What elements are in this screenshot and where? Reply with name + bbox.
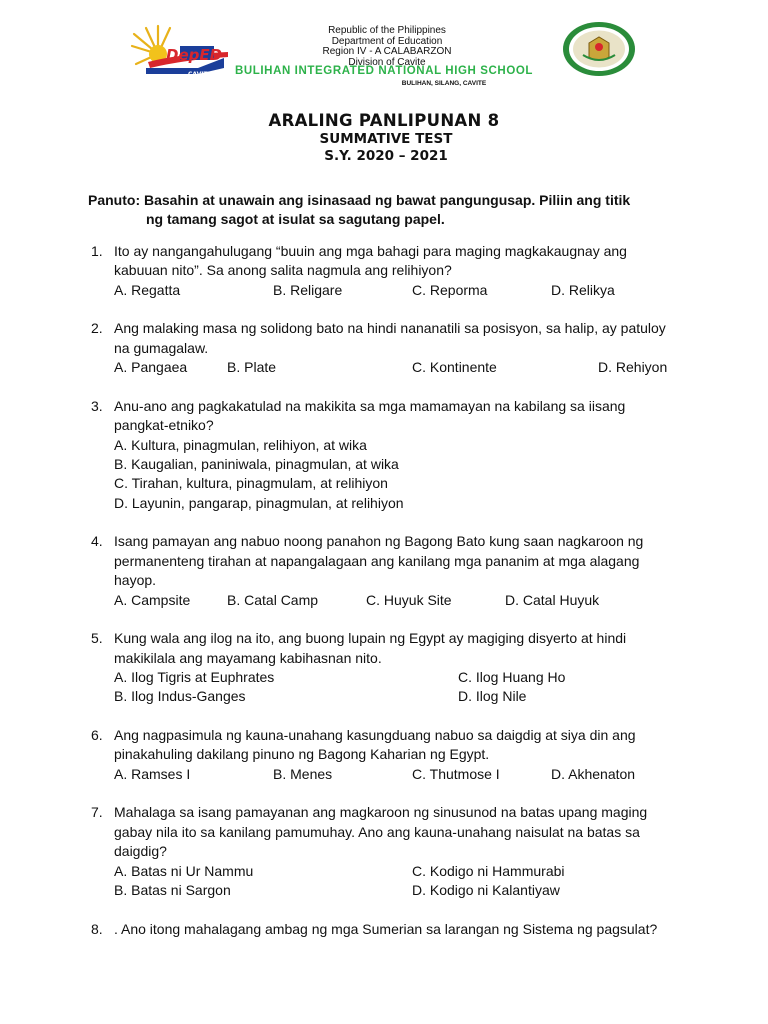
question-stem-line: Kung wala ang ilog na ito, ang buong lupain ng Egypt ay magiging disyerto at hindi: [114, 630, 627, 647]
question-stem-line: gabay nila ito sa kanilang pamumuhay. Ano ang kauna-unahang naisulat na batas sa: [114, 823, 640, 840]
option-b: B. Kaugalian, paniniwala, pinagmulan, at wika: [114, 456, 399, 472]
question-stem-line: Ito ay nangangahulugang “buuin ang mga bahagi para maging magkakaugnay ang: [114, 243, 627, 259]
options-row: [114, 281, 748, 300]
option-d: D. Kodigo ni Kalantiyaw: [412, 881, 560, 898]
question-stem-line: na gumagalaw.: [114, 339, 209, 356]
agency-line: Department of Education: [331, 35, 443, 47]
options-row: [114, 668, 748, 687]
option-a: A. Ilog Tigris at Euphrates: [114, 669, 275, 686]
option-a: A. Kultura, pinagmulan, relihiyon, at wika: [114, 436, 367, 453]
option-b: B. Religare: [273, 281, 343, 298]
question-number: 4.: [91, 533, 103, 550]
option-d: D. Layunin, pangarap, pinagmulan, at relihiyon: [114, 494, 404, 511]
option-d: D. Ilog Nile: [458, 688, 527, 705]
question-stem-line: pinakahuling dakilang pinuno ng Bagong Kaharian ng Egypt.: [114, 746, 490, 763]
question-stem-line: daigdig?: [114, 843, 167, 860]
question-number: 8.: [91, 920, 103, 937]
question-stem-line: Ang malaking masa ng solidong bato na hindi nananatili sa posisyon, sa halip, ay patuloy: [114, 320, 666, 337]
instructions-line: ng tamang sagot at isulat sa sagutang papel.: [146, 211, 445, 227]
question-4: [88, 532, 748, 610]
option-b: B. Ilog Indus-Ganges: [114, 688, 246, 705]
letterhead: [0, 18, 768, 108]
options-row: [114, 765, 748, 784]
agency-line: Division of Cavite: [348, 56, 426, 68]
option-a: A. Regatta: [114, 281, 181, 298]
question-stem-line: permanenteng tirahan at napangalagaan ang kanilang mga pananim at mga alagang: [114, 552, 640, 569]
instructions: [88, 191, 708, 229]
question-stem-line: kabuuan nito”. Sa anong salita nagmula ang relihiyon?: [114, 262, 452, 279]
question-7: [88, 803, 748, 900]
title-block: [0, 111, 768, 165]
question-stem-line: Mahalaga sa isang pamayanan ang magkaroon ng sinusunod na batas upang maging: [114, 804, 648, 821]
question-stem-line: Anu-ano ang pagkakatulad na makikita sa mga mamamayan na kabilang sa iisang: [114, 397, 626, 414]
question-number: 2.: [91, 320, 103, 337]
option-b: B. Plate: [227, 359, 277, 376]
option-c: C. Reporma: [412, 281, 488, 298]
question-3: [88, 397, 748, 513]
question-number: 5.: [91, 630, 103, 647]
options-row: [114, 881, 748, 900]
svg-text:CAVITE: CAVITE: [188, 71, 212, 78]
instructions-line: Panuto: Basahin at unawain ang isinasaad ng bawat pangungusap. Piliin ang titik: [88, 192, 631, 208]
option-b: B. Catal Camp: [227, 591, 319, 608]
question-stem-line: makikilala ang mayamang kabihasnan nito.: [114, 649, 382, 666]
question-6: [88, 726, 748, 784]
question-2: [88, 319, 748, 377]
options-row: [114, 687, 748, 706]
school-year: S.Y. 2020 – 2021: [324, 148, 448, 164]
question-stem-line: pangkat-etniko?: [114, 417, 214, 434]
school-name: BULIHAN INTEGRATED NATIONAL HIGH SCHOOL: [234, 65, 534, 77]
option-c: C. Huyuk Site: [366, 591, 452, 608]
option-a: A. Pangaea: [114, 359, 188, 376]
question-stem-line: hayop.: [114, 572, 157, 589]
option-c: C. Thutmose I: [412, 765, 500, 782]
subject-title: ARALING PANLIPUNAN 8: [268, 111, 500, 130]
agency-line: Region IV - A CALABARZON: [322, 46, 452, 57]
question-number: 3.: [91, 397, 103, 414]
option-c: C. Kodigo ni Hammurabi: [412, 862, 565, 879]
agency-line: Republic of the Philippines: [328, 25, 446, 36]
options-row: [114, 862, 748, 881]
option-a: A. Ramses I: [114, 765, 191, 782]
option-d: D. Rehiyon: [598, 359, 668, 376]
question-number: 7.: [91, 804, 103, 821]
option-d: D. Akhenaton: [551, 765, 636, 782]
option-b: B. Batas ni Sargon: [114, 881, 231, 898]
option-c: C. Ilog Huang Ho: [458, 669, 566, 686]
question-list: [88, 242, 748, 958]
options-row: [114, 358, 748, 377]
question-stem-line: Ang nagpasimula ng kauna-unahang kasungduang nabuo sa daigdig at siya din ang: [114, 726, 636, 743]
svg-text:DepED: DepED: [166, 46, 223, 64]
question-8: [88, 920, 748, 939]
question-number: 6.: [91, 726, 103, 743]
school-address: BULIHAN, SILANG, CAVITE: [401, 80, 487, 87]
question-stem-line: Isang pamayan ang nabuo noong panahon ng Bagong Bato kung saan nagkaroon ng: [114, 533, 644, 550]
question-1: [88, 242, 748, 300]
option-c: C. Tirahan, kultura, pinagmulam, at relihiyon: [114, 475, 388, 492]
agency-block: [0, 26, 768, 68]
option-a: A. Batas ni Ur Nammu: [114, 862, 254, 879]
options-list: [114, 436, 748, 514]
options-row: [114, 591, 748, 610]
option-a: A. Campsite: [114, 591, 191, 608]
option-d: D. Catal Huyuk: [505, 591, 600, 608]
test-title: SUMMATIVE TEST: [319, 131, 453, 147]
option-b: B. Menes: [273, 765, 333, 782]
option-c: C. Kontinente: [412, 359, 497, 376]
question-number: 1.: [91, 243, 103, 259]
question-5: [88, 629, 748, 707]
question-stem-line: . Ano itong mahalagang ambag ng mga Sumerian sa larangan ng Sistema ng pagsulat?: [114, 920, 658, 937]
option-d: D. Relikya: [551, 281, 615, 298]
